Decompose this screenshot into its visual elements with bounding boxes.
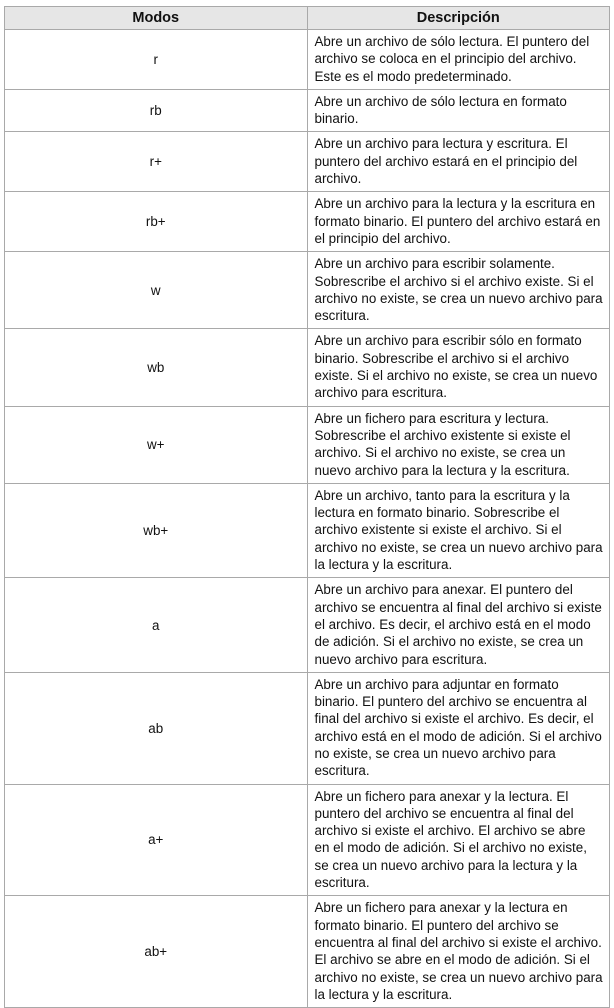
mode-cell: rb+ <box>5 192 308 252</box>
table-row <box>5 406 610 483</box>
mode-cell: w <box>5 252 308 329</box>
table-row <box>5 784 610 896</box>
description-cell: Abre un archivo de sólo lectura. El puntero del archivo se coloca en el principio del archivo. Este es el modo predeterminado. <box>307 30 610 90</box>
mode-cell: a <box>5 578 308 672</box>
description-cell: Abre un archivo para anexar. El puntero del archivo se encuentra al final del archivo si existe el archivo. Es decir, el archivo está en el modo de adición. Si el archivo no existe, se crea un nuevo archivo para escritura. <box>307 578 610 672</box>
description-cell: Abre un archivo para escribir sólo en formato binario. Sobrescribe el archivo si el archivo existe. Si el archivo no existe, se crea un nuevo archivo para escritura. <box>307 329 610 406</box>
table-row <box>5 252 610 329</box>
table-row <box>5 30 610 90</box>
description-cell: Abre un archivo para la lectura y la escritura en formato binario. El puntero del archivo estará en el principio del archivo. <box>307 192 610 252</box>
table-row <box>5 89 610 132</box>
mode-cell: w+ <box>5 406 308 483</box>
mode-cell: a+ <box>5 784 308 896</box>
description-cell: Abre un fichero para escritura y lectura. Sobrescribe el archivo existente si existe el archivo. Si el archivo no existe, se crea un nuevo archivo para la lectura y la escritura. <box>307 406 610 483</box>
table-row <box>5 132 610 192</box>
description-cell: Abre un archivo para lectura y escritura. El puntero del archivo estará en el principio del archivo. <box>307 132 610 192</box>
mode-cell: wb <box>5 329 308 406</box>
table-row <box>5 192 610 252</box>
mode-cell: wb+ <box>5 483 308 577</box>
description-cell: Abre un fichero para anexar y la lectura. El puntero del archivo se encuentra al final del archivo si existe el archivo. El archivo se abre en el modo de adición. Si el archivo no existe, se crea un nuevo archivo para la lectura y la escritura. <box>307 784 610 896</box>
description-cell: Abre un archivo, tanto para la escritura y la lectura en formato binario. Sobrescribe el archivo existente si existe el archivo. Si el archivo no existe, se crea un nuevo archivo para la lectura y la escritura. <box>307 483 610 577</box>
description-cell: Abre un archivo de sólo lectura en formato binario. <box>307 89 610 132</box>
table-row <box>5 578 610 672</box>
description-cell: Abre un archivo para escribir solamente. Sobrescribe el archivo si el archivo existe. Si el archivo no existe, se crea un nuevo archivo para escritura. <box>307 252 610 329</box>
table-row <box>5 329 610 406</box>
mode-cell: ab <box>5 672 308 784</box>
mode-cell: r <box>5 30 308 90</box>
file-modes-table <box>4 6 610 1008</box>
table-row <box>5 896 610 1008</box>
header-row <box>5 7 610 30</box>
table-row <box>5 672 610 784</box>
mode-cell: r+ <box>5 132 308 192</box>
header-description: Descripción <box>307 7 610 30</box>
description-cell: Abre un fichero para anexar y la lectura en formato binario. El puntero del archivo se encuentra al final del archivo si existe el archivo. El archivo se abre en el modo de adición. Si el archivo no existe, se crea un nuevo archivo para la lectura y la escritura. <box>307 896 610 1008</box>
mode-cell: rb <box>5 89 308 132</box>
table-row <box>5 483 610 577</box>
mode-cell: ab+ <box>5 896 308 1008</box>
description-cell: Abre un archivo para adjuntar en formato binario. El puntero del archivo se encuentra al final del archivo si existe el archivo. Es decir, el archivo está en el modo de adición. Si el archivo no existe, se crea un nuevo archivo para escritura. <box>307 672 610 784</box>
header-mode: Modos <box>5 7 308 30</box>
